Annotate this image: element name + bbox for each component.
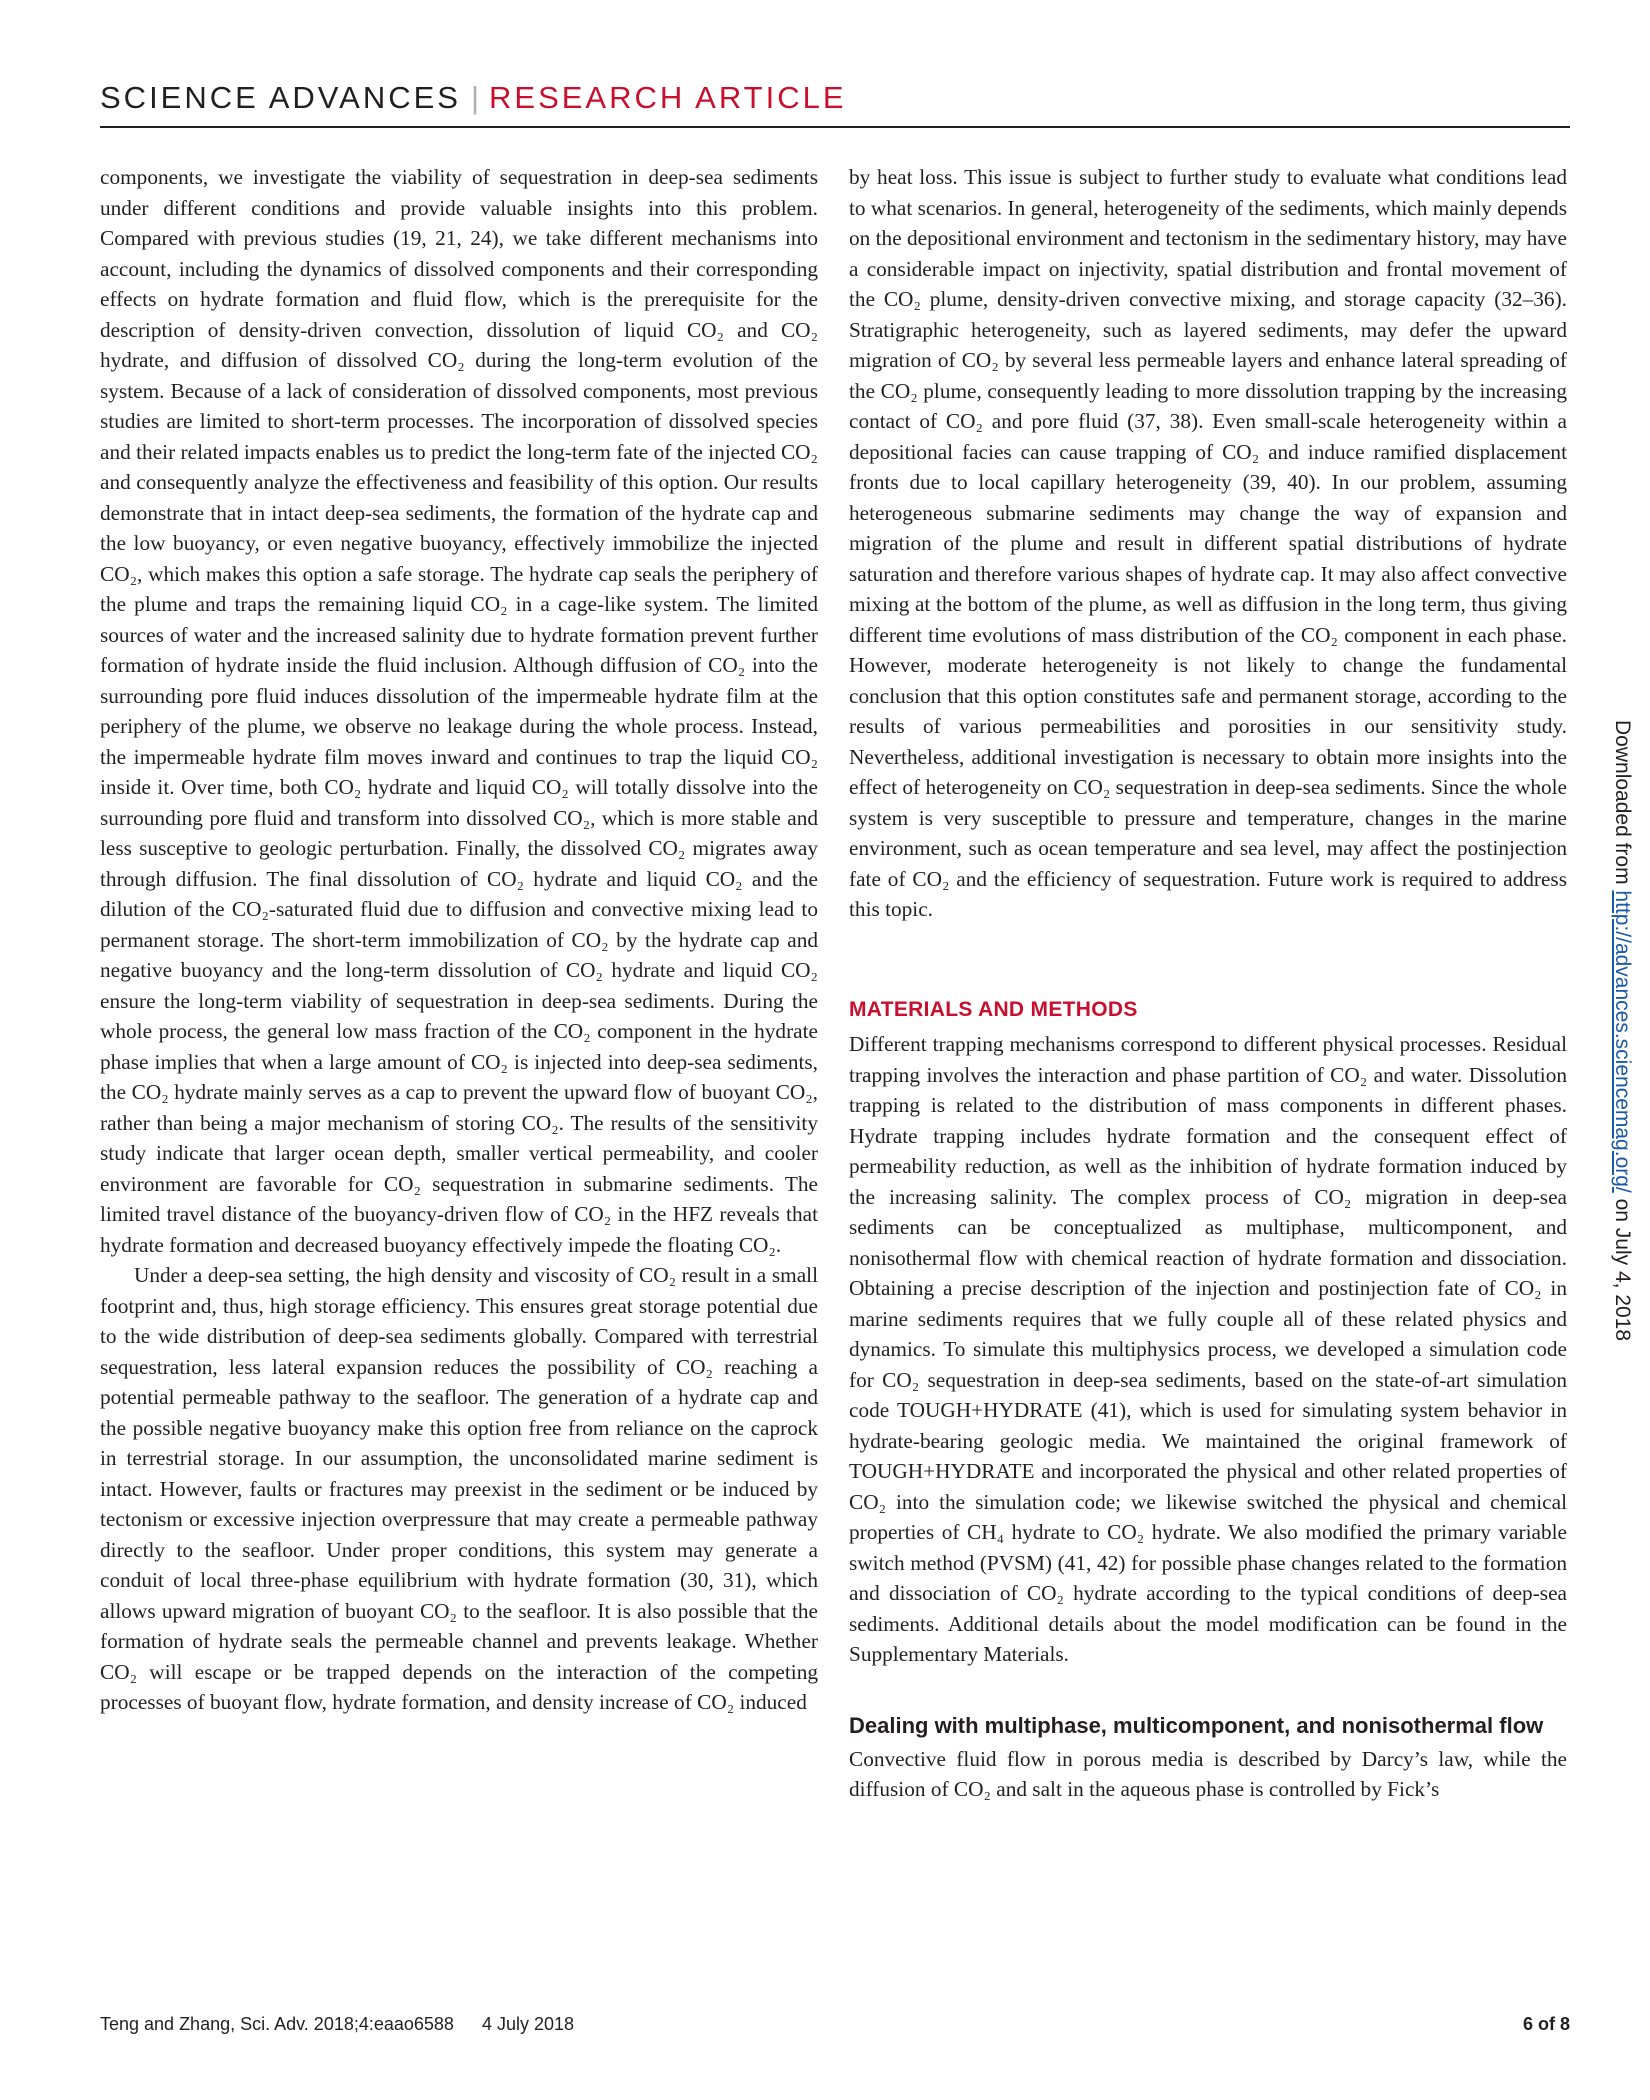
download-watermark bbox=[1608, 720, 1638, 1520]
footer-citation-block bbox=[100, 2014, 574, 2035]
paragraph-deep-sea-setting: Under a deep-sea setting, the high density and viscosity of CO₂ result in a small footprint and, thus, high storage efficiency. This ensures great storage potential due to the wide distribution of deep-sea sediments globally. Compared with terrestrial sequestration, less lateral expansion reduces the possibility of CO₂ reaching a potential permeable pathway to the seafloor. The generation of a hydrate cap and the possible negative buoyancy make this option free from reliance on the caprock in terrestrial storage. In our assumption, the unconsolidated marine sediment is intact. However, faults or fractures may preexist in the sediment or be induced by tectonism or excessive injection overpressure that may create a permeable pathway directly to the seafloor. Under proper conditions, this system may generate a conduit of local three-phase equilibrium with hydrate formation (30, 31), which allows upward migration of buoyant CO₂ to the seafloor. It is also possible that the formation of hydrate seals the permeable channel and prevents leakage. Whether CO₂ will escape or be trapped depends on the interaction of the competing processes of buoyant flow, hydrate formation, and density increase of CO₂ induced bbox=[100, 1263, 818, 1714]
footer-date: 4 July 2018 bbox=[481, 2014, 575, 2034]
download-prefix: Downloaded from bbox=[1611, 720, 1634, 891]
footer-citation: Teng and Zhang, Sci. Adv. 2018;4:eaao6588 bbox=[100, 2014, 454, 2034]
page-footer bbox=[100, 2014, 1570, 2044]
left-column bbox=[100, 162, 818, 1718]
paragraph-trapping-mechanisms: Different trapping mechanisms correspond to different physical processes. Residual trapping involves the interaction and phase partition of CO₂ and water. Dissolution trapping is related to the distribution of mass components in different phases. Hydrate trapping includes hydrate formation and the consequent effect of permeability reduction, as well as the inhibition of hydrate formation induced by the increasing salinity. The complex process of CO₂ migration in deep-sea sediments can be conceptualized as multiphase, multicomponent, and nonisothermal flow with chemical reaction of hydrate formation and dissociation. Obtaining a precise description of the injection and postinjection fate of CO₂ in marine sediments requires that we fully couple all of these related physics and dynamics. To simulate this multiphysics process, we developed a simulation code for CO₂ sequestration in deep-sea sediments, based on the state-of-art simulation code TOUGH+HYDRATE (41), which is used for simulating system behavior in hydrate-bearing geologic media. We maintained the original framework of TOUGH+HYDRATE and incorporated the physical and other related properties of CO₂ into the simulation code; we likewise switched the physical and chemical properties of CH₄ hydrate to CO₂ hydrate. We also modified the primary variable switch method (PVSM) (41, 42) for possible phase changes related to the formation and dissociation of CO₂ hydrate according to the typical conditions of deep-sea sediments. Additional details about the model modification can be found in the Supplementary Materials. bbox=[849, 1032, 1567, 1666]
page-header bbox=[100, 80, 1570, 130]
page-number: 6 of 8 bbox=[1522, 2014, 1570, 2034]
paragraph-darcy-law: Convective fluid flow in porous media is described by Darcy’s law, while the diffusion of CO₂ and salt in the aqueous phase is controlled by Fick’s bbox=[849, 1746, 1567, 1801]
journal-name: SCIENCE ADVANCES bbox=[100, 80, 461, 115]
journal-header bbox=[100, 80, 847, 116]
section-heading-methods: MATERIALS AND METHODS bbox=[849, 997, 1138, 1021]
paragraph-continuation: components, we investigate the viability of sequestration in deep-sea sediments under different conditions and provide valuable insights into this problem. Compared with previous studies (19, 21, 24), we take different mechanisms into account, including the dynamics of dissolved components and their corresponding effects on hydrate formation and fluid flow, which is the prerequisite for the description of density-driven convection, dissolution of liquid CO₂ and CO₂ hydrate, and diffusion of dissolved CO₂ during the long-term evolution of the system. Because of a lack of consideration of dissolved components, most previous studies are limited to short-term processes. The incorporation of dissolved species and their related impacts enables us to predict the long-term fate of the injected CO₂ and consequently analyze the effectiveness and feasibility of this option. Our results demonstrate that in intact deep-sea sediments, the formation of the hydrate cap and the low buoyancy, or even negative buoyancy, effectively immobilize the injected CO₂, which makes this option a safe storage. The hydrate cap seals the periphery of the plume and traps the remaining liquid CO₂ in a cage-like system. The limited sources of water and the increased salinity due to hydrate formation prevent further formation of hydrate inside the fluid inclusion. Although diffusion of CO₂ into the surrounding pore fluid induces dissolution of the impermeable hydrate film at the periphery of the plume, we observe no leakage during the whole process. Instead, the impermeable hydrate film moves inward and continues to trap the liquid CO₂ inside it. Over time, both CO₂ hydrate and liquid CO₂ will totally dissolve into the surrounding pore fluid and transform into dissolved CO₂, which is more stable and less susceptive to geologic perturbation. Finally, the dissolved CO₂ migrates away through diffusion. The final dissolution of CO₂ hydrate and liquid CO₂ and the dilution of the CO₂-saturated fluid due to diffusion and convective mixing lead to permanent storage. The short-term immobilization of CO₂ by the hydrate cap and negative buoyancy and the long-term dissolution of CO₂ hydrate and liquid CO₂ ensure the long-term viability of sequestration in deep-sea sediments. During the whole process, the general low mass fraction of the CO₂ component in the hydrate phase implies that when a large amount of CO₂ is injected into deep-sea sediments, the CO₂ hydrate mainly serves as a cap to prevent the upward flow of buoyant CO₂, rather than being a major mechanism of storing CO₂. The results of the sensitivity study indicate that larger ocean depth, smaller vertical permeability, and cooler environment are favorable for CO₂ sequestration in submarine sediments. The limited travel distance of the buoyancy-driven flow of CO₂ in the HFZ reveals that hydrate formation and decreased buoyancy effectively impede the floating CO₂. bbox=[100, 165, 818, 1257]
header-separator: | bbox=[470, 80, 480, 115]
header-rule bbox=[100, 126, 1570, 128]
right-column bbox=[849, 162, 1567, 1805]
download-note bbox=[1610, 720, 1634, 1341]
paragraph-heterogeneity: by heat loss. This issue is subject to further study to evaluate what conditions lead to what scenarios. In general, heterogeneity of the sediments, which mainly depends on the depositional environment and tectonism in the sedimentary history, may have a considerable impact on injectivity, spatial distribution and frontal movement of the CO₂ plume, density-driven convective mixing, and storage capacity (32–36). Stratigraphic heterogeneity, such as layered sediments, may defer the upward migration of CO₂ by several less permeable layers and enhance lateral spreading of the CO₂ plume, consequently leading to more dissolution trapping by the increasing contact of CO₂ and pore fluid (37, 38). Even small-scale heterogeneity within a depositional facies can cause trapping of CO₂ and induce ramified displacement fronts due to local capillary heterogeneity (39, 40). In our problem, assuming heterogeneous submarine sediments may change the way of expansion and migration of the plume and result in different spatial distributions of hydrate saturation and therefore various shapes of hydrate cap. It may also affect convective mixing at the bottom of the plume, as well as diffusion in the long term, thus giving different time evolutions of mass distribution of the CO₂ component in each phase. However, moderate heterogeneity is not likely to change the fundamental conclusion that this option constitutes safe and permanent storage, according to the results of various permeabilities and porosities in our sensitivity study. Nevertheless, additional investigation is necessary to obtain more insights into the effect of heterogeneity on CO₂ sequestration in deep-sea sediments. Since the whole system is very susceptible to pressure and temperature, changes in the marine environment, such as ocean temperature and sea level, may affect the postinjection fate of CO₂ and the efficiency of sequestration. Future work is required to address this topic. bbox=[849, 165, 1567, 921]
download-link[interactable]: http://advances.sciencemag.org/ bbox=[1611, 890, 1634, 1193]
download-suffix: on July 4, 2018 bbox=[1611, 1192, 1634, 1342]
article-type: RESEARCH ARTICLE bbox=[489, 80, 847, 115]
subsection-heading: Dealing with multiphase, multicomponent, and nonisothermal flow bbox=[849, 1712, 1544, 1738]
